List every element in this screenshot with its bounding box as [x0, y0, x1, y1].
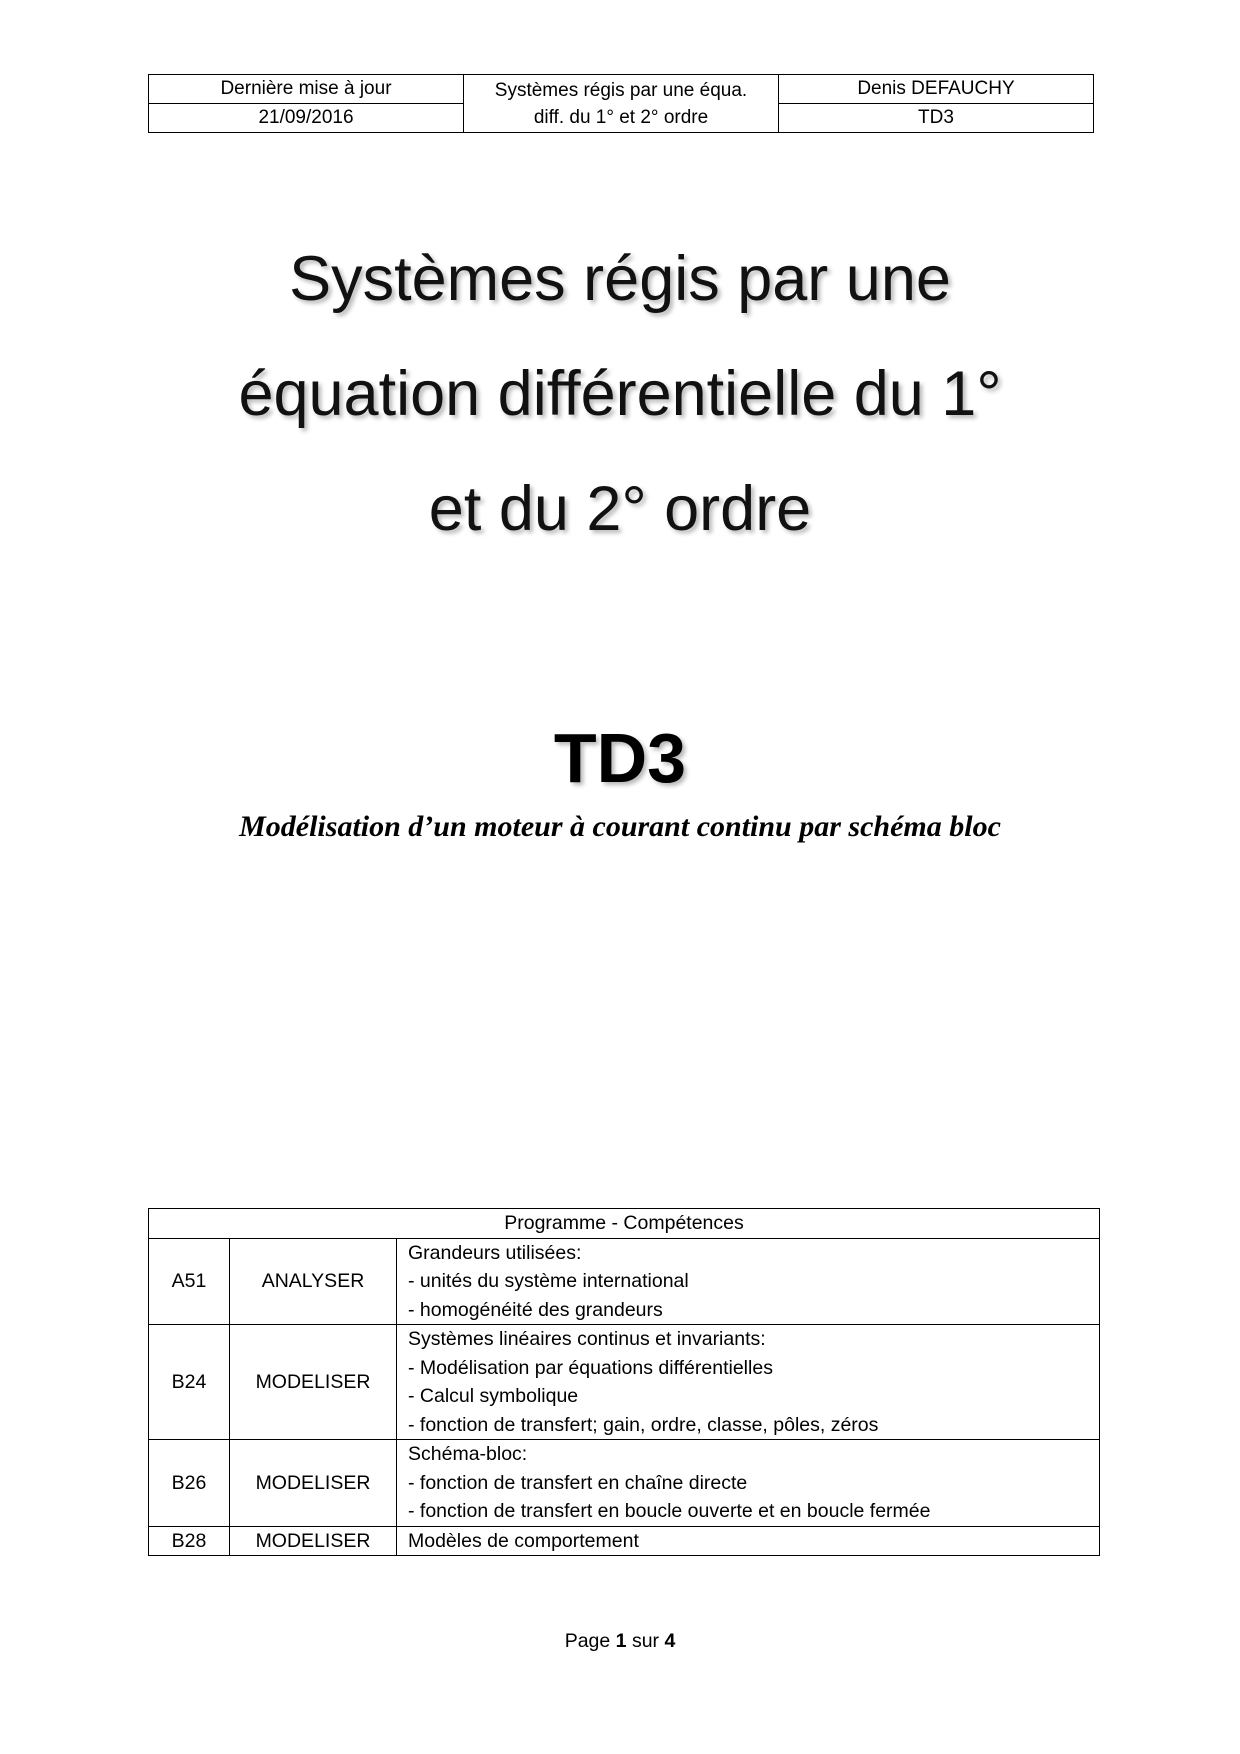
competence-description: [397, 1526, 1100, 1556]
competence-code: B26: [149, 1440, 230, 1527]
competence-line: - unités du système international: [408, 1270, 689, 1292]
competence-line: - fonction de transfert en chaîne directe: [408, 1471, 748, 1494]
title-line-1: Systèmes régis par une: [289, 244, 951, 314]
competence-line: - Modélisation par équations différentielles: [408, 1356, 773, 1379]
subject-line-1: Systèmes régis par une équa.: [494, 79, 748, 101]
competence-line: Grandeurs utilisées:: [408, 1241, 582, 1264]
competence-row: [149, 1325, 1100, 1440]
competence-code: A51: [149, 1238, 230, 1325]
total-pages: 4: [664, 1630, 676, 1652]
subtitle: Modélisation d’un moteur à courant continu par schéma bloc: [239, 810, 1001, 843]
competence-line: Modèles de comportement: [408, 1529, 639, 1552]
competence-line: Systèmes linéaires continus et invariants:: [408, 1328, 766, 1350]
subject-line-2: diff. du 1° et 2° ordre: [533, 106, 709, 128]
page-footer: [0, 1630, 1240, 1653]
competences-header: Programme - Compétences: [149, 1209, 1100, 1239]
subject-cell: [464, 75, 779, 132]
competence-description: [397, 1440, 1100, 1527]
td-label: TD3: [553, 719, 687, 797]
current-page: 1: [615, 1630, 627, 1652]
competence-row: [149, 1526, 1100, 1556]
competence-row: [149, 1440, 1100, 1527]
author-name: Denis DEFAUCHY: [779, 75, 1093, 104]
last-update-label: Dernière mise à jour: [149, 75, 464, 104]
header-table: [148, 74, 1094, 133]
title-line-3: et du 2° ordre: [428, 474, 812, 544]
competences-table: [148, 1208, 1100, 1556]
competence-code: B28: [149, 1526, 230, 1556]
of-word: sur: [631, 1630, 660, 1652]
competence-verb: MODELISER: [230, 1440, 397, 1527]
page-title: [0, 222, 1240, 567]
competence-line: - homogénéité des grandeurs: [408, 1298, 663, 1321]
competence-row: [149, 1238, 1100, 1325]
competence-description: [397, 1238, 1100, 1325]
title-line-2: équation différentielle du 1°: [238, 359, 1002, 429]
competence-code: B24: [149, 1325, 230, 1440]
competence-verb: ANALYSER: [230, 1238, 397, 1325]
competence-line: - Calcul symbolique: [408, 1385, 579, 1407]
update-date: 21/09/2016: [149, 104, 464, 133]
competence-description: [397, 1325, 1100, 1440]
competence-line: - fonction de transfert; gain, ordre, classe, pôles, zéros: [408, 1413, 879, 1436]
competence-verb: MODELISER: [230, 1325, 397, 1440]
doc-code: TD3: [918, 106, 954, 128]
competences-header-row: [149, 1209, 1100, 1239]
competence-verb: MODELISER: [230, 1526, 397, 1556]
competence-line: - fonction de transfert en boucle ouverte et en boucle fermée: [408, 1500, 931, 1522]
page-word: Page: [564, 1630, 611, 1652]
competence-line: Schéma-bloc:: [408, 1443, 528, 1465]
